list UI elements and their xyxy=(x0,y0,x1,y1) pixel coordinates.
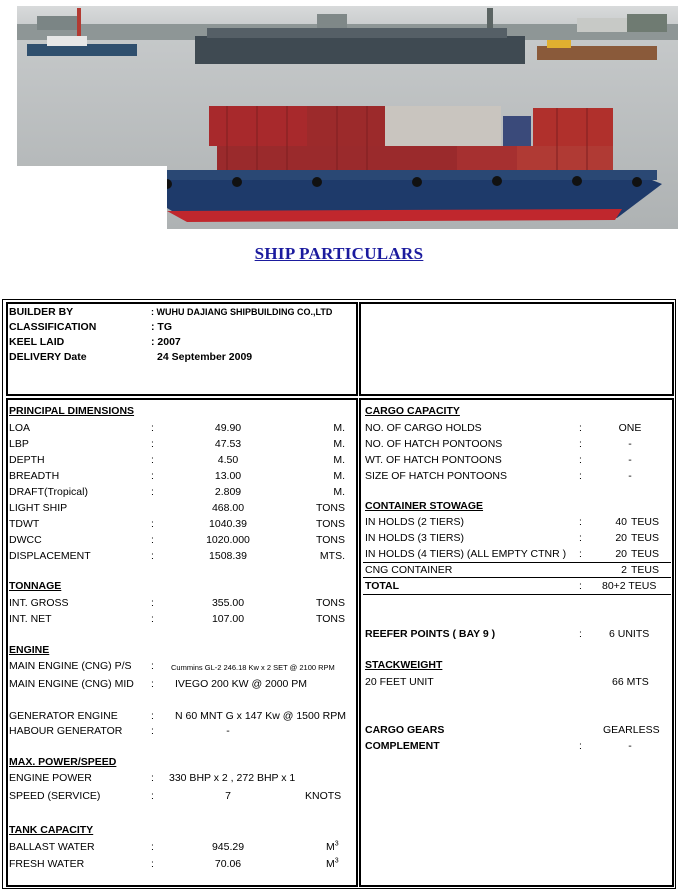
row-sep: : xyxy=(151,534,154,546)
stackweight-heading: STACKWEIGHT xyxy=(365,659,443,671)
row-label: LBP xyxy=(9,438,29,450)
row-value: 1020.000 xyxy=(206,534,250,546)
row-value: 4.50 xyxy=(217,454,239,466)
row-value: 107.00 xyxy=(211,613,245,625)
row-label: LOA xyxy=(9,422,31,434)
complement-value: - xyxy=(628,740,632,752)
row-sep: : xyxy=(151,550,154,562)
row-sep: : xyxy=(579,548,582,560)
row-label: NO. OF HATCH PONTOONS xyxy=(365,438,503,450)
row-unit: M. xyxy=(333,454,345,466)
row-label: DEPTH xyxy=(9,454,45,466)
row-unit: TEUS xyxy=(631,564,660,576)
row-value: 49.90 xyxy=(214,422,242,434)
speed-unit: KNOTS xyxy=(305,790,342,802)
row-unit: M. xyxy=(333,438,345,450)
row-value: 945.29 xyxy=(211,841,245,853)
generator-engine-value: N 60 MNT G x 147 Kw @ 1500 RPM xyxy=(175,710,346,722)
stackweight-value: 66 MTS xyxy=(612,676,649,688)
row-sep: : xyxy=(151,486,154,498)
row-label: INT. NET xyxy=(9,613,52,625)
row-sep: : xyxy=(579,422,582,434)
row-sep: : xyxy=(151,454,154,466)
row-value: 70.06 xyxy=(214,858,242,870)
row-sep: : xyxy=(151,613,154,625)
tank-capacity-heading: TANK CAPACITY xyxy=(9,824,94,836)
stowage-divider-bottom xyxy=(363,594,671,595)
row-value: - xyxy=(628,438,632,450)
classification-value: : TG xyxy=(151,321,172,333)
row-unit: MTS. xyxy=(319,550,345,562)
delivery-date-label: DELIVERY Date xyxy=(9,351,87,363)
main-engine-mid-value: IVEGO 200 KW @ 2000 PM xyxy=(175,678,308,690)
cargo-gears-value: GEARLESS xyxy=(603,724,660,736)
stowage-divider-mid xyxy=(363,577,671,578)
reefer-label: REEFER POINTS ( BAY 9 ) xyxy=(365,628,496,640)
harbour-generator-value: - xyxy=(226,725,230,737)
engine-power-value: 330 BHP x 2 , 272 BHP x 1 xyxy=(169,772,296,784)
row-unit: TONS xyxy=(316,534,345,546)
row-sep: : xyxy=(151,438,154,450)
row-unit: TONS xyxy=(316,502,345,514)
reefer-value: 6 UNITS xyxy=(609,628,650,640)
row-value: - xyxy=(628,470,632,482)
row-value: 1508.39 xyxy=(209,550,247,562)
total-label: TOTAL xyxy=(365,580,400,592)
engine-heading: ENGINE xyxy=(9,644,50,656)
row-unit: M. xyxy=(333,486,345,498)
power-speed-heading: MAX. POWER/SPEED xyxy=(9,756,117,768)
classification-label: CLASSIFICATION xyxy=(9,321,97,333)
row-unit: TEUS xyxy=(631,548,660,560)
row-sep: : xyxy=(151,597,154,609)
particulars-sheet xyxy=(2,299,676,889)
row-value: ONE xyxy=(618,422,642,434)
row-unit: TONS xyxy=(316,613,345,625)
row-label: FRESH WATER xyxy=(9,858,85,870)
generator-engine-label: GENERATOR ENGINE xyxy=(9,710,118,722)
row-unit: M. xyxy=(333,422,345,434)
row-sep: : xyxy=(151,841,154,853)
row-sep: : xyxy=(579,454,582,466)
container-stowage-heading: CONTAINER STOWAGE xyxy=(365,500,484,512)
row-label: NO. OF CARGO HOLDS xyxy=(365,422,482,434)
ship-photo xyxy=(17,6,678,229)
row-value: 40 xyxy=(615,516,627,528)
cargo-gears-label: CARGO GEARS xyxy=(365,724,445,736)
tonnage-heading: TONNAGE xyxy=(9,580,62,592)
delivery-date-value: 24 September 2009 xyxy=(157,351,253,363)
principal-dimensions-heading: PRINCIPAL DIMENSIONS xyxy=(9,405,135,417)
engine-power-label: ENGINE POWER xyxy=(9,772,92,784)
row-value: 355.00 xyxy=(211,597,245,609)
row-value: - xyxy=(628,454,632,466)
stowage-divider-top xyxy=(363,562,671,563)
complement-sep: : xyxy=(579,740,582,752)
builder-value: : WUHU DAJIANG SHIPBUILDING CO.,LTD xyxy=(151,307,333,317)
row-label: TDWT xyxy=(9,518,40,530)
total-sep: : xyxy=(579,580,582,592)
row-unit xyxy=(326,858,339,871)
row-sep: : xyxy=(579,470,582,482)
main-engine-mid-label: MAIN ENGINE (CNG) MID xyxy=(9,678,134,690)
row-label: SIZE OF HATCH PONTOONS xyxy=(365,470,507,482)
row-unit: TONS xyxy=(316,518,345,530)
row-sep: : xyxy=(151,470,154,482)
row-label: DWCC xyxy=(9,534,42,546)
row-label: LIGHT SHIP xyxy=(9,502,68,514)
row-label: IN HOLDS (4 TIERS) (ALL EMPTY CTNR ) xyxy=(365,548,567,560)
row-sep: : xyxy=(151,858,154,870)
row-label: BALLAST WATER xyxy=(9,841,95,853)
main-engine-ps-value: Cummins GL-2 246.18 Kw x 2 SET @ 2100 RPM xyxy=(171,663,335,672)
keel-laid-label: KEEL LAID xyxy=(9,336,65,348)
row-value: 1040.39 xyxy=(209,518,247,530)
engine-power-sep: : xyxy=(151,772,154,784)
row-value: 468.00 xyxy=(211,502,245,514)
row-value: 20 xyxy=(615,548,627,560)
harbour-generator-label: HABOUR GENERATOR xyxy=(9,725,123,737)
row-unit: TEUS xyxy=(631,532,660,544)
unit-superscript: 3 xyxy=(334,857,339,865)
row-sep: : xyxy=(579,438,582,450)
row-unit xyxy=(326,841,339,854)
total-value: 80+2 TEUS xyxy=(602,580,657,592)
harbour-generator-sep: : xyxy=(151,725,154,737)
row-label: IN HOLDS (3 TIERS) xyxy=(365,532,464,544)
keel-laid-value: : 2007 xyxy=(151,336,181,348)
row-unit: M. xyxy=(333,470,345,482)
speed-value: 7 xyxy=(225,790,231,802)
row-label: BREADTH xyxy=(9,470,60,482)
row-unit: TONS xyxy=(316,597,345,609)
builder-label: BUILDER BY xyxy=(9,306,74,318)
row-sep: : xyxy=(579,516,582,528)
stackweight-label: 20 FEET UNIT xyxy=(365,676,434,688)
row-sep: : xyxy=(151,422,154,434)
speed-label: SPEED (SERVICE) xyxy=(9,790,101,802)
row-value: 20 xyxy=(615,532,627,544)
reefer-sep: : xyxy=(579,628,582,640)
row-value: 47.53 xyxy=(214,438,242,450)
document-title: SHIP PARTICULARS xyxy=(254,244,424,263)
row-label: WT. OF HATCH PONTOONS xyxy=(365,454,502,466)
unit-superscript: 3 xyxy=(334,840,339,848)
row-unit: TEUS xyxy=(631,516,660,528)
cargo-capacity-heading: CARGO CAPACITY xyxy=(365,405,460,417)
row-label: IN HOLDS (2 TIERS) xyxy=(365,516,464,528)
row-label: INT. GROSS xyxy=(9,597,69,609)
row-label: DRAFT(Tropical) xyxy=(9,486,88,498)
generator-engine-sep: : xyxy=(151,710,154,722)
row-sep: : xyxy=(151,518,154,530)
row-value: 13.00 xyxy=(214,470,242,482)
unit-text: M xyxy=(326,858,335,870)
unit-text: M xyxy=(326,841,335,853)
top-right-box xyxy=(359,302,674,396)
row-value: 2.809 xyxy=(214,486,242,498)
main-engine-ps-sep: : xyxy=(151,660,154,672)
row-label: CNG CONTAINER xyxy=(365,564,453,576)
main-engine-ps-label: MAIN ENGINE (CNG) P/S xyxy=(9,660,132,672)
row-sep: : xyxy=(579,532,582,544)
main-engine-mid-sep: : xyxy=(151,678,154,690)
row-label: DISPLACEMENT xyxy=(9,550,91,562)
row-value: 2 xyxy=(621,564,627,576)
complement-label: COMPLEMENT xyxy=(365,740,440,752)
speed-sep: : xyxy=(151,790,154,802)
